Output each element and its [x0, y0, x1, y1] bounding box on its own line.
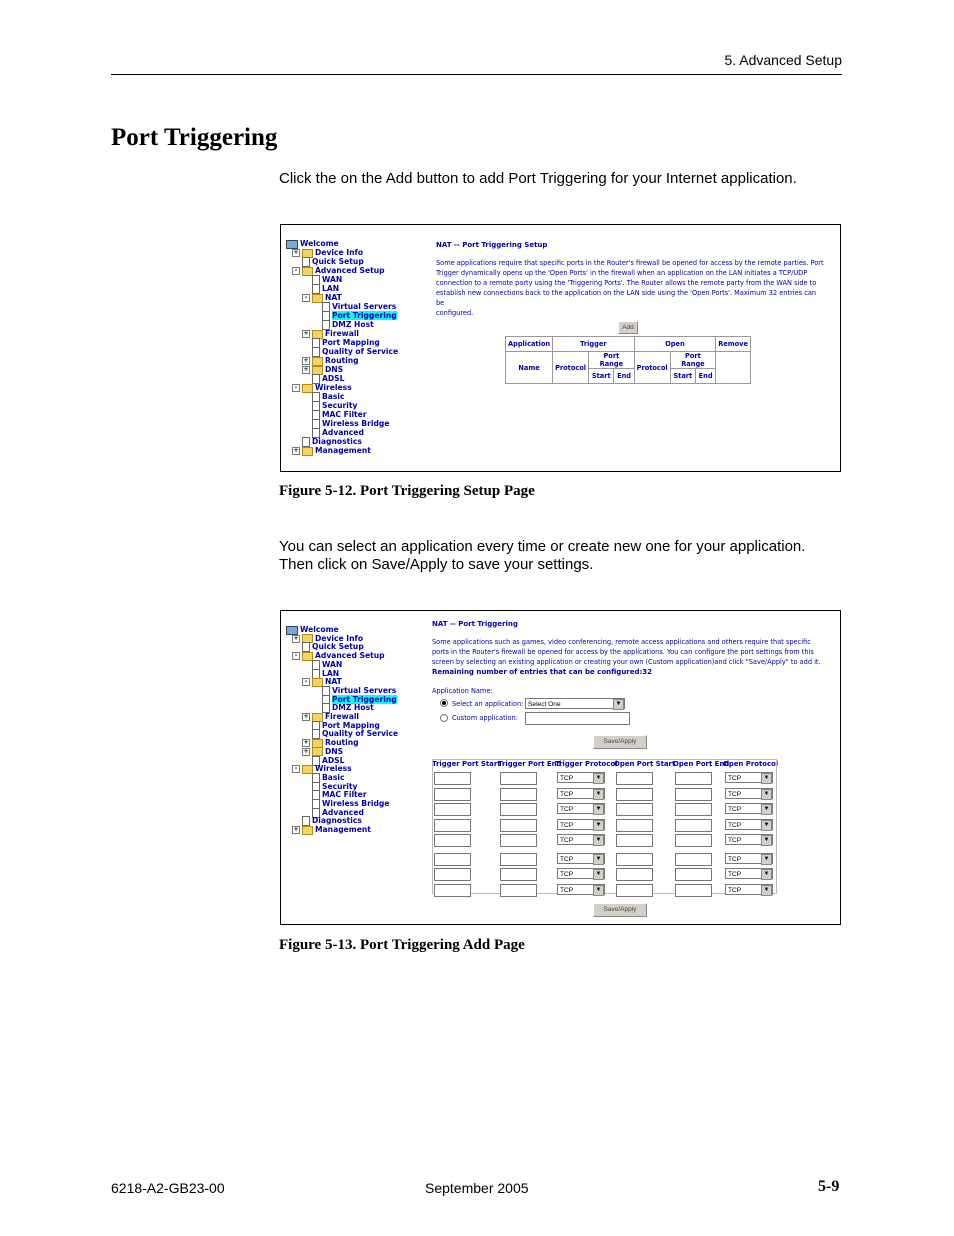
- nav-item[interactable]: [302, 356, 359, 365]
- nav-item-label: Quick Setup: [312, 642, 364, 652]
- dropdown-arrow-icon: ▼: [593, 869, 604, 880]
- intro-paragraph: Click the on the Add button to add Port Triggering for your Internet application.: [279, 170, 797, 187]
- nav-item-label: ADSL: [322, 374, 345, 383]
- port-input[interactable]: [434, 884, 471, 897]
- protocol-select[interactable]: TCP ▼: [725, 788, 773, 799]
- folder-icon: [302, 447, 313, 456]
- nav-item-label: Quality of Service: [322, 729, 399, 739]
- grid-header: Open Port End: [673, 760, 730, 768]
- port-input[interactable]: [434, 853, 471, 866]
- port-input[interactable]: [434, 772, 471, 785]
- collapse-icon[interactable]: -: [292, 267, 300, 275]
- custom-app-input[interactable]: [525, 712, 630, 725]
- nav-item[interactable]: [302, 374, 345, 383]
- dropdown-arrow-icon: ▼: [593, 854, 604, 865]
- protocol-select[interactable]: TCP ▼: [725, 884, 773, 895]
- dropdown-arrow-icon: ▼: [593, 835, 604, 846]
- custom-app-label: Custom application:: [452, 714, 518, 722]
- page-number: 5-9: [818, 1178, 840, 1195]
- nav-item-label: Firewall: [325, 712, 360, 721]
- custom-app-radio[interactable]: [440, 714, 448, 722]
- setup-heading: NAT -- Port Triggering Setup: [436, 241, 548, 249]
- dropdown-arrow-icon: ▼: [761, 773, 772, 784]
- col-name: Name: [506, 352, 553, 384]
- save-apply-button-bottom[interactable]: Save/Apply: [593, 903, 647, 917]
- nav-item-label: Welcome: [300, 625, 339, 634]
- port-input[interactable]: [616, 868, 653, 881]
- nav-item[interactable]: [302, 428, 364, 437]
- port-input[interactable]: [675, 868, 712, 881]
- nav-item-label: Advanced: [322, 428, 364, 437]
- remaining-entries: Remaining number of entries that can be configured:32: [432, 668, 653, 676]
- nav-item[interactable]: [302, 790, 367, 799]
- nav-item-label: MAC Filter: [322, 790, 367, 800]
- collapse-icon[interactable]: -: [302, 294, 310, 302]
- nav-item[interactable]: [302, 419, 389, 428]
- col-trigger-range: Port Range: [589, 352, 635, 369]
- nav-item-label: Port Triggering: [332, 311, 397, 320]
- description-line: Some applications such as games, video conferencing, remote access applications and others require that specific: [432, 638, 811, 646]
- port-input[interactable]: [500, 803, 537, 816]
- nav-item[interactable]: [302, 738, 359, 747]
- figure-port-triggering-setup: [280, 224, 841, 472]
- nav-item-label: Port Mapping: [322, 338, 380, 347]
- nav-item-label: MAC Filter: [322, 410, 367, 419]
- select-app-radio[interactable]: [440, 699, 448, 707]
- expand-icon[interactable]: +: [293, 447, 299, 454]
- nav-item[interactable]: [302, 347, 398, 356]
- nav-item-label: DMZ Host: [332, 320, 374, 329]
- protocol-select[interactable]: TCP ▼: [725, 868, 773, 879]
- port-input[interactable]: [434, 834, 471, 847]
- description-line: ports in the Router's firewall be opened for access by the applications. You can configure the port settings from this: [432, 648, 814, 656]
- nav-item-label: NAT: [325, 677, 342, 687]
- description-line: connection to a remote party using the 'Triggering Ports'. The Router allows the remote party from the WAN side to: [436, 279, 817, 287]
- nav-item-label: Advanced Setup: [315, 651, 385, 661]
- port-input[interactable]: [500, 884, 537, 897]
- nav-item[interactable]: [312, 311, 397, 320]
- nav-item[interactable]: [302, 329, 359, 338]
- nav-item[interactable]: [292, 764, 352, 773]
- description-line: establish new connections back to the application on the LAN side using the 'Open Ports'. Maximum 32 entries can be: [436, 289, 817, 307]
- dropdown-arrow-icon: ▼: [761, 804, 772, 815]
- nav-item-label: Management: [315, 825, 371, 835]
- nav-item-label: WAN: [322, 659, 343, 669]
- nav-item[interactable]: [292, 437, 362, 446]
- protocol-select[interactable]: TCP ▼: [557, 853, 605, 864]
- expand-icon[interactable]: +: [303, 330, 309, 337]
- expand-icon[interactable]: +: [293, 249, 299, 256]
- col-remove: Remove: [716, 337, 751, 352]
- port-input[interactable]: [675, 853, 712, 866]
- figure2-caption: Figure 5-13. Port Triggering Add Page: [279, 937, 525, 953]
- setup-description: [436, 258, 826, 318]
- nav-item[interactable]: [302, 392, 345, 401]
- port-input[interactable]: [616, 834, 653, 847]
- protocol-select[interactable]: TCP ▼: [557, 868, 605, 879]
- setup-content: [436, 240, 826, 318]
- dropdown-arrow-icon: ▼: [761, 820, 772, 831]
- nav-item-label: Advanced: [322, 807, 364, 817]
- dropdown-arrow-icon: ▼: [761, 835, 772, 846]
- expand-icon[interactable]: +: [293, 826, 299, 834]
- col-open-protocol: Protocol: [634, 352, 670, 384]
- protocol-select[interactable]: TCP ▼: [725, 803, 773, 814]
- nav-item-label: NAT: [325, 293, 342, 302]
- nav-item[interactable]: [302, 365, 343, 374]
- save-apply-button-top[interactable]: Save/Apply: [593, 735, 647, 749]
- nav-item[interactable]: [292, 825, 371, 834]
- port-input[interactable]: [675, 834, 712, 847]
- dropdown-arrow-icon: ▼: [761, 869, 772, 880]
- nav-item-label: Routing: [325, 738, 359, 748]
- nav-item[interactable]: [292, 266, 385, 275]
- section-label: 5. Advanced Setup: [724, 52, 842, 68]
- port-input[interactable]: [500, 788, 537, 801]
- protocol-select[interactable]: TCP ▼: [557, 819, 605, 830]
- description-line: screen by selecting an existing application or creating your own (Custom application)and click "Save/Apply" to add it.: [432, 658, 821, 666]
- nav-item[interactable]: [302, 293, 342, 302]
- nav-item[interactable]: [302, 401, 357, 410]
- nav-item[interactable]: [292, 383, 352, 392]
- nav-item-label: Management: [315, 446, 371, 455]
- collapse-icon[interactable]: -: [302, 678, 310, 686]
- nav-item[interactable]: [302, 773, 345, 782]
- nav-item-label: Wireless: [315, 383, 352, 392]
- col-open-start: Start: [670, 369, 695, 384]
- triggering-table: [505, 336, 751, 384]
- port-input[interactable]: [500, 819, 537, 832]
- col-trigger-end: End: [614, 369, 634, 384]
- folder-icon: [302, 826, 313, 835]
- dropdown-arrow-icon: ▼: [593, 773, 604, 784]
- col-open: Open: [634, 337, 716, 352]
- dropdown-arrow-icon: ▼: [593, 820, 604, 831]
- dropdown-arrow-icon: ▼: [761, 854, 772, 865]
- port-input[interactable]: [616, 884, 653, 897]
- nav-item[interactable]: [302, 660, 342, 669]
- nav-item[interactable]: [302, 275, 342, 284]
- nav-item[interactable]: [302, 338, 380, 347]
- nav-item-label: Diagnostics: [312, 437, 362, 446]
- add-button[interactable]: Add: [618, 321, 638, 334]
- grid-header: Trigger Protocol: [555, 760, 618, 768]
- nav-item-label: Device Info: [315, 248, 364, 257]
- nav-item[interactable]: [292, 651, 385, 660]
- port-input[interactable]: [616, 803, 653, 816]
- nav-item-label: Virtual Servers: [332, 302, 397, 311]
- port-input[interactable]: [675, 884, 712, 897]
- expand-icon[interactable]: +: [303, 747, 309, 755]
- nav-item[interactable]: [302, 808, 364, 817]
- collapse-icon[interactable]: -: [292, 384, 300, 392]
- nav-item-label: DMZ Host: [332, 703, 374, 713]
- nav-item-label: Port Triggering: [332, 694, 397, 704]
- doc-date: September 2005: [425, 1180, 529, 1196]
- nav-item[interactable]: [312, 686, 396, 695]
- port-input[interactable]: [500, 853, 537, 866]
- expand-icon[interactable]: +: [303, 366, 309, 373]
- grid-header: Open Protocol: [723, 760, 779, 768]
- app-name-label: Application Name:: [432, 687, 493, 695]
- description-line: Some applications require that specific ports in the Router's firewall be opened for access by the remote parties. Port: [436, 259, 824, 267]
- nav-item-label: Routing: [325, 356, 359, 365]
- nav-item-label: LAN: [322, 668, 340, 678]
- dropdown-arrow-icon: ▼: [761, 789, 772, 800]
- expand-icon[interactable]: +: [293, 634, 299, 642]
- nav-item-label: Quick Setup: [312, 257, 364, 266]
- port-input[interactable]: [434, 819, 471, 832]
- protocol-select[interactable]: TCP ▼: [557, 884, 605, 895]
- nav-item-label: WAN: [322, 275, 343, 284]
- grid-header: Trigger Port End: [498, 760, 562, 768]
- nav-item[interactable]: [302, 747, 343, 756]
- dropdown-arrow-icon: ▼: [593, 804, 604, 815]
- nav-item[interactable]: [312, 320, 374, 329]
- nav-item[interactable]: [302, 756, 345, 765]
- protocol-select[interactable]: TCP ▼: [725, 819, 773, 830]
- nav-item[interactable]: [292, 642, 364, 651]
- col-open-end: End: [696, 369, 716, 384]
- port-input[interactable]: [500, 868, 537, 881]
- grid-header: Trigger Port Start: [432, 760, 501, 768]
- nav-item-label: Advanced Setup: [315, 266, 385, 275]
- col-trigger: Trigger: [553, 337, 635, 352]
- port-input[interactable]: [434, 788, 471, 801]
- nav-item[interactable]: [302, 677, 342, 686]
- collapse-icon[interactable]: -: [292, 652, 300, 660]
- protocol-select[interactable]: TCP ▼: [557, 788, 605, 799]
- nav-item-label: Diagnostics: [312, 816, 362, 826]
- port-input[interactable]: [616, 772, 653, 785]
- nav-item-label: DNS: [325, 746, 344, 756]
- col-application: Application: [506, 337, 553, 352]
- port-input[interactable]: [675, 788, 712, 801]
- nav-item[interactable]: [302, 284, 339, 293]
- nav-item-label: Virtual Servers: [332, 685, 397, 695]
- port-input[interactable]: [434, 803, 471, 816]
- nav-item-label: LAN: [322, 284, 340, 293]
- nav-item[interactable]: [292, 446, 371, 455]
- figure-port-triggering-add: [280, 610, 841, 925]
- figure1-caption: Figure 5-12. Port Triggering Setup Page: [279, 483, 535, 499]
- nav-item[interactable]: [312, 302, 396, 311]
- description-line: configured.: [436, 309, 474, 317]
- nav-item[interactable]: [302, 799, 389, 808]
- nav-item[interactable]: [302, 721, 380, 730]
- col-trigger-start: Start: [589, 369, 614, 384]
- nav-item[interactable]: [312, 695, 397, 704]
- nav-item-label: Wireless: [315, 764, 352, 774]
- dropdown-arrow-icon: ▼: [593, 885, 604, 896]
- nav-item[interactable]: [286, 239, 339, 248]
- add-content: [432, 619, 827, 677]
- nav-item[interactable]: [302, 712, 359, 721]
- nav-item-label: Wireless Bridge: [322, 799, 390, 808]
- nav-item[interactable]: [292, 248, 363, 257]
- expand-icon[interactable]: +: [303, 739, 309, 747]
- protocol-select[interactable]: TCP ▼: [725, 853, 773, 864]
- second-paragraph: You can select an application every time or create new one for your application. Then click on Save/Apply to save your settings.: [279, 538, 806, 573]
- description-line: Trigger dynamically opens up the 'Open Ports' in the firewall when an application on the LAN initiates a TCP/UDP: [436, 269, 808, 277]
- dropdown-arrow-icon: ▼: [613, 699, 624, 710]
- dropdown-arrow-icon: ▼: [761, 885, 772, 896]
- nav-item[interactable]: [302, 729, 398, 738]
- running-header: [111, 52, 842, 75]
- port-input[interactable]: [616, 819, 653, 832]
- nav-item[interactable]: [312, 703, 374, 712]
- protocol-select[interactable]: TCP ▼: [557, 803, 605, 814]
- port-input[interactable]: [434, 868, 471, 881]
- protocol-select[interactable]: TCP ▼: [557, 772, 605, 783]
- col-open-range: Port Range: [670, 352, 716, 369]
- dropdown-arrow-icon: ▼: [593, 789, 604, 800]
- select-app-label: Select an application:: [452, 700, 524, 708]
- port-input[interactable]: [675, 803, 712, 816]
- nav-item-label: Basic: [322, 772, 345, 782]
- nav-item[interactable]: [302, 782, 357, 791]
- protocol-select[interactable]: TCP ▼: [725, 834, 773, 845]
- nav-item-label: Port Mapping: [322, 720, 380, 730]
- nav-item-label: Security: [322, 781, 358, 791]
- nav-item-label: Basic: [322, 392, 345, 401]
- nav-item-label: Firewall: [325, 329, 360, 338]
- port-input[interactable]: [500, 772, 537, 785]
- grid-header: Open Port Start: [614, 760, 676, 768]
- nav-item[interactable]: [302, 669, 339, 678]
- page-title: Port Triggering: [111, 124, 278, 151]
- nav-item[interactable]: [286, 625, 339, 634]
- nav-item[interactable]: [292, 816, 362, 825]
- add-heading: NAT -- Port Triggering: [432, 620, 518, 628]
- expand-icon[interactable]: +: [303, 357, 309, 364]
- port-input[interactable]: [675, 819, 712, 832]
- application-select[interactable]: Select One ▼: [525, 698, 625, 709]
- protocol-select[interactable]: TCP ▼: [557, 834, 605, 845]
- nav-item-label: Device Info: [315, 633, 364, 643]
- expand-icon[interactable]: +: [303, 713, 309, 720]
- nav-item[interactable]: [302, 410, 367, 419]
- collapse-icon[interactable]: -: [292, 765, 300, 773]
- nav-item-label: DNS: [325, 365, 344, 374]
- nav-item-label: Welcome: [300, 239, 339, 248]
- protocol-select[interactable]: TCP ▼: [725, 772, 773, 783]
- nav-item-label: Wireless Bridge: [322, 419, 390, 428]
- nav-item[interactable]: [292, 634, 363, 643]
- doc-number: 6218-A2-GB23-00: [111, 1180, 225, 1196]
- port-input[interactable]: [616, 788, 653, 801]
- port-input[interactable]: [500, 834, 537, 847]
- nav-item[interactable]: [292, 257, 364, 266]
- port-input[interactable]: [616, 853, 653, 866]
- nav-item-label: Security: [322, 401, 358, 410]
- port-input[interactable]: [675, 772, 712, 785]
- nav-item-label: Quality of Service: [322, 347, 399, 356]
- add-description: [432, 637, 827, 667]
- col-trigger-protocol: Protocol: [553, 352, 589, 384]
- nav-item-label: ADSL: [322, 755, 345, 765]
